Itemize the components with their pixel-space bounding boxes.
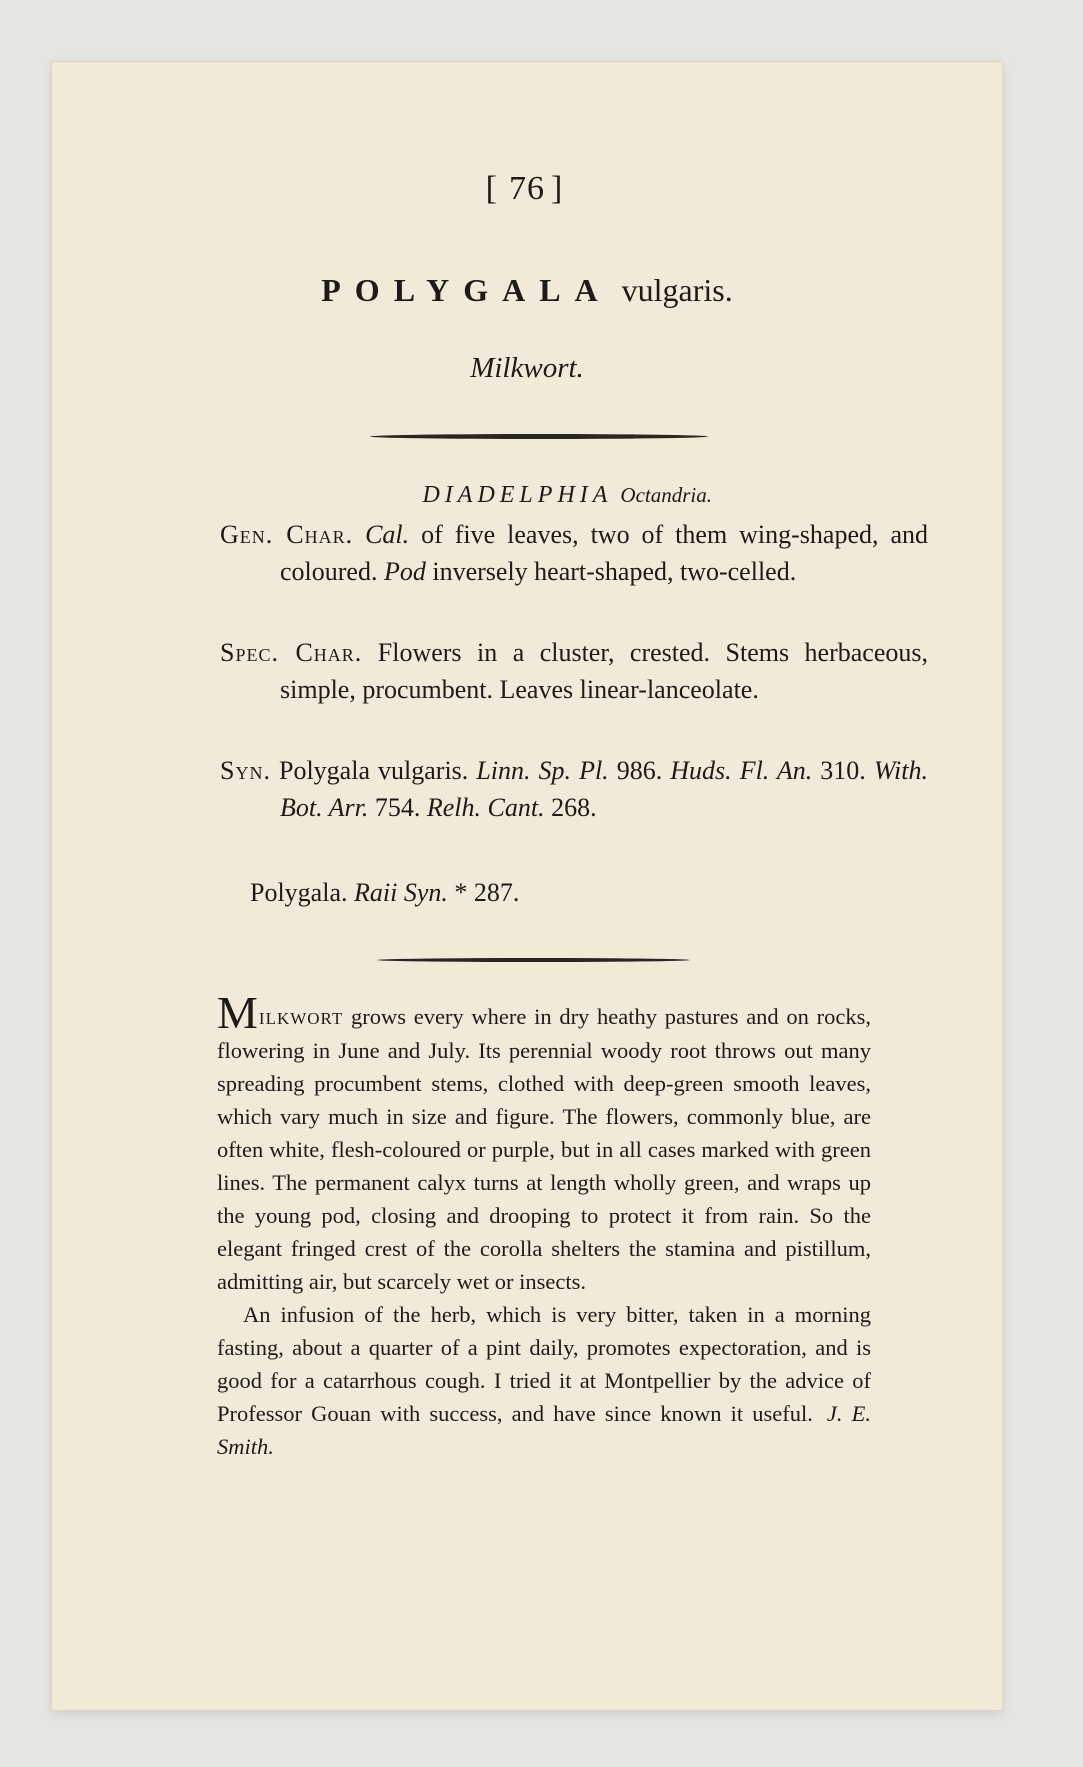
syn2-ref: Raii Syn. bbox=[354, 878, 448, 907]
syn-ref-withering: With. Bot. Arr. bbox=[280, 756, 928, 822]
syn2-ref-num: * 287. bbox=[447, 878, 520, 907]
divider-rule-bottom bbox=[377, 958, 690, 962]
synonymy-ray bbox=[250, 874, 870, 911]
description-paragraph-2 bbox=[217, 1298, 871, 1463]
syn-ref-hudson: Huds. Fl. An. bbox=[670, 756, 813, 785]
bracket-open: [ bbox=[485, 170, 503, 207]
genus-name: POLYGALA bbox=[321, 272, 612, 308]
generic-character bbox=[220, 516, 928, 590]
description-paragraph-1 bbox=[217, 987, 871, 1298]
gen-char-pod: Pod bbox=[383, 557, 426, 586]
common-name: Milkwort. bbox=[470, 352, 584, 384]
spec-char-label: Spec. Char. bbox=[220, 638, 363, 667]
paragraph-2-text: An infusion of the herb, which is very bitter, taken in a morning fasting, about a quarter of a pint daily, promotes expectoration, and is good for a catarrhous cough. I tried it at Montpellier by the advice of Professor Gouan with success, and have since known it useful. bbox=[217, 1302, 871, 1426]
syn-ref-withering-num: 754. bbox=[368, 793, 427, 822]
species-name: vulgaris. bbox=[621, 272, 733, 308]
description bbox=[217, 987, 871, 1463]
classification bbox=[52, 482, 712, 509]
divider-rule-top bbox=[370, 434, 708, 439]
gen-char-text-a: of five leaves, two of them wing-shaped, and coloured. bbox=[280, 520, 929, 586]
gen-char-text-b: inversely heart-shaped, two-celled. bbox=[425, 557, 797, 586]
page-number bbox=[52, 170, 1002, 208]
gen-char-cal: Cal. bbox=[365, 520, 410, 549]
drop-cap: M bbox=[217, 987, 259, 1038]
specific-character bbox=[220, 634, 928, 708]
syn-ref-hudson-num: 310. bbox=[812, 756, 874, 785]
page-number-value: 76 bbox=[509, 170, 545, 207]
species-title bbox=[52, 272, 1002, 309]
synonymy bbox=[220, 752, 928, 826]
author-signature: J. E. Smith. bbox=[217, 1401, 871, 1459]
syn-ref-relhan-num: 268. bbox=[544, 793, 597, 822]
bracket-close: ] bbox=[551, 170, 569, 207]
classification-order: Octandria. bbox=[620, 483, 712, 507]
syn-ref-linnaeus-num: 986. bbox=[608, 756, 671, 785]
syn-ref-relhan: Relh. Cant. bbox=[426, 793, 545, 822]
syn2-name: Polygala. bbox=[250, 878, 354, 907]
syn-name: Polygala vulgaris. bbox=[270, 756, 477, 785]
gen-char-label: Gen. Char. bbox=[220, 520, 354, 549]
classification-class: DIADELPHIA bbox=[422, 482, 613, 508]
spec-char-text: Flowers in a cluster, crested. Stems herbaceous, simple, procumbent. Leaves linear-lanceolate. bbox=[280, 638, 928, 704]
syn-label: Syn. bbox=[220, 756, 271, 785]
book-page bbox=[52, 62, 1002, 1710]
syn-ref-linnaeus: Linn. Sp. Pl. bbox=[476, 756, 609, 785]
lead-word: ilkwort bbox=[258, 1004, 344, 1030]
paragraph-1-text: grows every where in dry heathy pastures and on rocks, flowering in June and July. Its perennial woody root throws out many spreading procumbent stems, clothed with deep-green smooth leaves, which vary much in size and figure. The flowers, commonly blue, are often white, flesh-coloured or purple, but in all cases marked with green lines. The permanent calyx turns at length wholly green, and wraps up the young pod, closing and drooping to protect it from rain. So the elegant fringed crest of the corolla shelters the stamina and pistillum, admitting air, but scarcely wet or insects. bbox=[217, 1004, 871, 1294]
